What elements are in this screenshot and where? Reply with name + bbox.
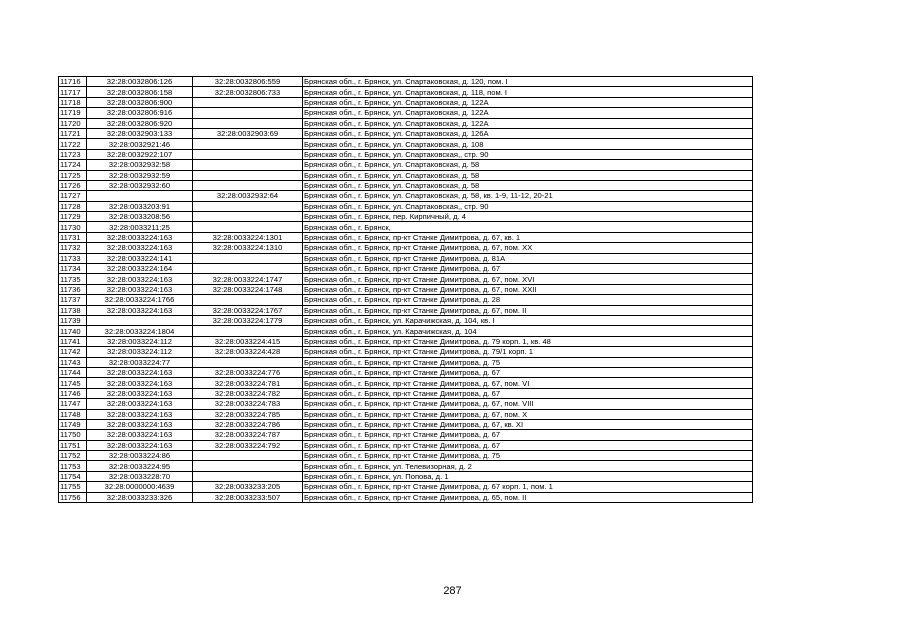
address-cell: Брянская обл., г. Брянск, ул. Телевизорная, д. 2 — [303, 461, 753, 471]
address-cell: Брянская обл., г. Брянск, пр-кт Станке Димитрова, д. 81А — [303, 253, 753, 263]
cadastral-number-cell: 32:28:0033224:163 — [87, 232, 193, 242]
cadastral-number-cell: 32:28:0033224:163 — [87, 243, 193, 253]
table-row — [59, 471, 753, 481]
cadastral-number-cell: 32:28:0032806:126 — [87, 77, 193, 87]
table-row — [59, 274, 753, 284]
row-number-cell: 11730 — [59, 222, 87, 232]
table-row — [59, 482, 753, 492]
address-cell: Брянская обл., г. Брянск, пр-кт Станке Димитрова, д. 75 — [303, 451, 753, 461]
cadastral-number-cell: 32:28:0033224:95 — [87, 461, 193, 471]
row-number-cell: 11740 — [59, 326, 87, 336]
address-cell: Брянская обл., г. Брянск, ул. Спартаковская,, стр. 90 — [303, 149, 753, 159]
cadastral-number-cell: 32:28:0033224:164 — [87, 264, 193, 274]
table-row — [59, 264, 753, 274]
table-row — [59, 315, 753, 325]
row-number-cell: 11718 — [59, 97, 87, 107]
object-cadastral-number-cell — [193, 212, 303, 222]
cadastral-number-cell: 32:28:0033224:141 — [87, 253, 193, 263]
object-cadastral-number-cell: 32:28:0033224:785 — [193, 409, 303, 419]
object-cadastral-number-cell — [193, 451, 303, 461]
row-number-cell: 11734 — [59, 264, 87, 274]
table-row — [59, 201, 753, 211]
object-cadastral-number-cell: 32:28:0033224:1301 — [193, 232, 303, 242]
row-number-cell: 11752 — [59, 451, 87, 461]
cadastral-number-cell: 32:28:0032921:46 — [87, 139, 193, 149]
cadastral-number-cell: 32:28:0032806:920 — [87, 118, 193, 128]
row-number-cell: 11753 — [59, 461, 87, 471]
address-cell: Брянская обл., г. Брянск, пр-кт Станке Димитрова, д. 67, кв. 1 — [303, 232, 753, 242]
cadastral-number-cell: 32:28:0033224:112 — [87, 336, 193, 346]
table-row — [59, 378, 753, 388]
object-cadastral-number-cell: 32:28:0032903:69 — [193, 128, 303, 138]
table-row — [59, 160, 753, 170]
row-number-cell: 11750 — [59, 430, 87, 440]
table-row — [59, 118, 753, 128]
cadastral-number-cell: 32:28:0033233:326 — [87, 492, 193, 502]
cadastral-number-cell: 32:28:0033224:163 — [87, 430, 193, 440]
address-cell: Брянская обл., г. Брянск, пр-кт Станке Димитрова, д. 67, пом. XXII — [303, 284, 753, 294]
table-row — [59, 326, 753, 336]
registry-table — [58, 76, 753, 503]
row-number-cell: 11721 — [59, 128, 87, 138]
row-number-cell: 11743 — [59, 357, 87, 367]
address-cell: Брянская обл., г. Брянск, пр-кт Станке Димитрова, д. 67, пом. II — [303, 305, 753, 315]
address-cell: Брянская обл., г. Брянск, пр-кт Станке Димитрова, д. 67, пом. XX — [303, 243, 753, 253]
object-cadastral-number-cell: 32:28:0033224:792 — [193, 440, 303, 450]
object-cadastral-number-cell — [193, 201, 303, 211]
address-cell: Брянская обл., г. Брянск, ул. Спартаковская, д. 108 — [303, 139, 753, 149]
table-row — [59, 461, 753, 471]
table-row — [59, 222, 753, 232]
row-number-cell: 11739 — [59, 315, 87, 325]
object-cadastral-number-cell: 32:28:0032806:733 — [193, 87, 303, 97]
row-number-cell: 11724 — [59, 160, 87, 170]
address-cell: Брянская обл., г. Брянск, пр-кт Станке Димитрова, д. 67 — [303, 430, 753, 440]
table-row — [59, 357, 753, 367]
address-cell: Брянская обл., г. Брянск, пр-кт Станке Димитрова, д. 79/1 корп. 1 — [303, 347, 753, 357]
object-cadastral-number-cell: 32:28:0033224:776 — [193, 367, 303, 377]
object-cadastral-number-cell — [193, 264, 303, 274]
row-number-cell: 11748 — [59, 409, 87, 419]
object-cadastral-number-cell — [193, 326, 303, 336]
cadastral-number-cell: 32:28:0033224:163 — [87, 284, 193, 294]
object-cadastral-number-cell: 32:28:0033224:1748 — [193, 284, 303, 294]
cadastral-number-cell: 32:28:0033224:163 — [87, 409, 193, 419]
object-cadastral-number-cell — [193, 170, 303, 180]
row-number-cell: 11755 — [59, 482, 87, 492]
cadastral-number-cell: 32:28:0033208:56 — [87, 212, 193, 222]
registry-table-body — [59, 77, 753, 503]
row-number-cell: 11728 — [59, 201, 87, 211]
table-row — [59, 243, 753, 253]
row-number-cell: 11744 — [59, 367, 87, 377]
object-cadastral-number-cell — [193, 357, 303, 367]
address-cell: Брянская обл., г. Брянск, ул. Спартаковская, д. 126А — [303, 128, 753, 138]
row-number-cell: 11736 — [59, 284, 87, 294]
cadastral-number-cell: 32:28:0032806:900 — [87, 97, 193, 107]
table-row — [59, 128, 753, 138]
cadastral-number-cell: 32:28:0033224:77 — [87, 357, 193, 367]
cadastral-number-cell: 32:28:0033203:91 — [87, 201, 193, 211]
cadastral-number-cell: 32:28:0033224:163 — [87, 367, 193, 377]
object-cadastral-number-cell: 32:28:0033224:787 — [193, 430, 303, 440]
object-cadastral-number-cell — [193, 180, 303, 190]
table-row — [59, 180, 753, 190]
row-number-cell: 11735 — [59, 274, 87, 284]
object-cadastral-number-cell — [193, 139, 303, 149]
object-cadastral-number-cell — [193, 108, 303, 118]
address-cell: Брянская обл., г. Брянск, ул. Спартаковская,, стр. 90 — [303, 201, 753, 211]
table-row — [59, 440, 753, 450]
cadastral-number-cell: 32:28:0033224:112 — [87, 347, 193, 357]
address-cell: Брянская обл., г. Брянск, ул. Спартаковская, д. 58 — [303, 170, 753, 180]
object-cadastral-number-cell: 32:28:0033224:1310 — [193, 243, 303, 253]
address-cell: Брянская обл., г. Брянск, ул. Спартаковская, д. 58, кв. 1-9, 11-12, 20-21 — [303, 191, 753, 201]
cadastral-number-cell: 32:28:0033224:1804 — [87, 326, 193, 336]
address-cell: Брянская обл., г. Брянск, пр-кт Станке Димитрова, д. 67, кв. XI — [303, 419, 753, 429]
address-cell: Брянская обл., г. Брянск, ул. Спартаковская, д. 122А — [303, 118, 753, 128]
table-row — [59, 97, 753, 107]
table-row — [59, 367, 753, 377]
cadastral-number-cell: 32:28:0032903:133 — [87, 128, 193, 138]
table-row — [59, 430, 753, 440]
object-cadastral-number-cell — [193, 222, 303, 232]
row-number-cell: 11726 — [59, 180, 87, 190]
row-number-cell: 11733 — [59, 253, 87, 263]
cadastral-number-cell: 32:28:0032806:158 — [87, 87, 193, 97]
address-cell: Брянская обл., г. Брянск, ул. Спартаковская, д. 58 — [303, 160, 753, 170]
object-cadastral-number-cell — [193, 97, 303, 107]
table-row — [59, 399, 753, 409]
table-row — [59, 149, 753, 159]
row-number-cell: 11720 — [59, 118, 87, 128]
table-row — [59, 77, 753, 87]
table-row — [59, 253, 753, 263]
row-number-cell: 11725 — [59, 170, 87, 180]
object-cadastral-number-cell: 32:28:0033224:786 — [193, 419, 303, 429]
address-cell: Брянская обл., г. Брянск, пр-кт Станке Димитрова, д. 67 — [303, 440, 753, 450]
cadastral-number-cell: 32:28:0033228:70 — [87, 471, 193, 481]
row-number-cell: 11741 — [59, 336, 87, 346]
row-number-cell: 11731 — [59, 232, 87, 242]
cadastral-number-cell: 32:28:0033224:163 — [87, 419, 193, 429]
cadastral-number-cell: 32:28:0033224:163 — [87, 274, 193, 284]
table-row — [59, 451, 753, 461]
address-cell: Брянская обл., г. Брянск, ул. Попова, д. 1 — [303, 471, 753, 481]
object-cadastral-number-cell — [193, 471, 303, 481]
table-row — [59, 305, 753, 315]
address-cell: Брянская обл., г. Брянск, пр-кт Станке Димитрова, д. 67 — [303, 264, 753, 274]
row-number-cell: 11729 — [59, 212, 87, 222]
object-cadastral-number-cell: 32:28:0033224:415 — [193, 336, 303, 346]
table-row — [59, 87, 753, 97]
object-cadastral-number-cell: 32:28:0032932:64 — [193, 191, 303, 201]
table-row — [59, 108, 753, 118]
object-cadastral-number-cell — [193, 461, 303, 471]
cadastral-number-cell: 32:28:0033224:86 — [87, 451, 193, 461]
table-row — [59, 170, 753, 180]
row-number-cell: 11723 — [59, 149, 87, 159]
object-cadastral-number-cell: 32:28:0033233:205 — [193, 482, 303, 492]
table-row — [59, 492, 753, 502]
cadastral-number-cell: 32:28:0000000:4639 — [87, 482, 193, 492]
row-number-cell: 11737 — [59, 295, 87, 305]
row-number-cell: 11717 — [59, 87, 87, 97]
cadastral-number-cell: 32:28:0033224:1766 — [87, 295, 193, 305]
address-cell: Брянская обл., г. Брянск, пр-кт Станке Димитрова, д. 67 корп. 1, пом. 1 — [303, 482, 753, 492]
address-cell: Брянская обл., г. Брянск, пр-кт Станке Димитрова, д. 79 корп. 1, кв. 48 — [303, 336, 753, 346]
address-cell: Брянская обл., г. Брянск, пр-кт Станке Димитрова, д. 65, пом. II — [303, 492, 753, 502]
address-cell: Брянская обл., г. Брянск, ул. Спартаковская, д. 120, пом. I — [303, 77, 753, 87]
object-cadastral-number-cell: 32:28:0032806:559 — [193, 77, 303, 87]
object-cadastral-number-cell: 32:28:0033224:783 — [193, 399, 303, 409]
row-number-cell: 11738 — [59, 305, 87, 315]
row-number-cell: 11745 — [59, 378, 87, 388]
table-row — [59, 295, 753, 305]
address-cell: Брянская обл., г. Брянск, ул. Спартаковская, д. 118, пом. I — [303, 87, 753, 97]
cadastral-number-cell: 32:28:0032922:107 — [87, 149, 193, 159]
cadastral-number-cell: 32:28:0033224:163 — [87, 378, 193, 388]
row-number-cell: 11749 — [59, 419, 87, 429]
row-number-cell: 11747 — [59, 399, 87, 409]
row-number-cell: 11746 — [59, 388, 87, 398]
address-cell: Брянская обл., г. Брянск, пр-кт Станке Димитрова, д. 67, пом. X — [303, 409, 753, 419]
object-cadastral-number-cell — [193, 149, 303, 159]
cadastral-number-cell: 32:28:0033224:163 — [87, 440, 193, 450]
row-number-cell: 11754 — [59, 471, 87, 481]
address-cell: Брянская обл., г. Брянск, пр-кт Станке Димитрова, д. 75 — [303, 357, 753, 367]
address-cell: Брянская обл., г. Брянск, пр-кт Станке Димитрова, д. 67, пом. VIII — [303, 399, 753, 409]
address-cell: Брянская обл., г. Брянск, ул. Спартаковская, д. 58 — [303, 180, 753, 190]
table-row — [59, 388, 753, 398]
row-number-cell: 11742 — [59, 347, 87, 357]
address-cell: Брянская обл., г. Брянск, пр-кт Станке Димитрова, д. 67 — [303, 388, 753, 398]
cadastral-number-cell: 32:28:0032932:59 — [87, 170, 193, 180]
object-cadastral-number-cell: 32:28:0033224:781 — [193, 378, 303, 388]
cadastral-number-cell — [87, 315, 193, 325]
row-number-cell: 11719 — [59, 108, 87, 118]
object-cadastral-number-cell: 32:28:0033224:1779 — [193, 315, 303, 325]
object-cadastral-number-cell: 32:28:0033233:507 — [193, 492, 303, 502]
object-cadastral-number-cell: 32:28:0033224:428 — [193, 347, 303, 357]
address-cell: Брянская обл., г. Брянск, пр-кт Станке Димитрова, д. 67, пом. XVI — [303, 274, 753, 284]
table-row — [59, 347, 753, 357]
object-cadastral-number-cell: 32:28:0033224:1767 — [193, 305, 303, 315]
object-cadastral-number-cell — [193, 118, 303, 128]
address-cell: Брянская обл., г. Брянск, пр-кт Станке Димитрова, д. 28 — [303, 295, 753, 305]
cadastral-number-cell: 32:28:0033211:25 — [87, 222, 193, 232]
row-number-cell: 11727 — [59, 191, 87, 201]
address-cell: Брянская обл., г. Брянск, пр-кт Станке Димитрова, д. 67 — [303, 367, 753, 377]
object-cadastral-number-cell: 32:28:0033224:1747 — [193, 274, 303, 284]
page-number: 287 — [443, 585, 462, 597]
cadastral-number-cell: 32:28:0033224:163 — [87, 388, 193, 398]
cadastral-number-cell: 32:28:0032932:60 — [87, 180, 193, 190]
address-cell: Брянская обл., г. Брянск, пр-кт Станке Димитрова, д. 67, пом. VI — [303, 378, 753, 388]
address-cell: Брянская обл., г. Брянск, — [303, 222, 753, 232]
row-number-cell: 11756 — [59, 492, 87, 502]
address-cell: Брянская обл., г. Брянск, ул. Карачижская, д. 104, кв. I — [303, 315, 753, 325]
table-row — [59, 139, 753, 149]
address-cell: Брянская обл., г. Брянск, пер. Кирпичный, д. 4 — [303, 212, 753, 222]
table-row — [59, 232, 753, 242]
object-cadastral-number-cell — [193, 160, 303, 170]
object-cadastral-number-cell — [193, 253, 303, 263]
cadastral-number-cell: 32:28:0033224:163 — [87, 399, 193, 409]
table-row — [59, 284, 753, 294]
address-cell: Брянская обл., г. Брянск, ул. Спартаковская, д. 122А — [303, 97, 753, 107]
address-cell: Брянская обл., г. Брянск, ул. Карачижская, д. 104 — [303, 326, 753, 336]
cadastral-number-cell: 32:28:0033224:163 — [87, 305, 193, 315]
row-number-cell: 11751 — [59, 440, 87, 450]
object-cadastral-number-cell — [193, 295, 303, 305]
table-row — [59, 409, 753, 419]
row-number-cell: 11716 — [59, 77, 87, 87]
table-row — [59, 336, 753, 346]
table-row — [59, 191, 753, 201]
cadastral-number-cell: 32:28:0032806:916 — [87, 108, 193, 118]
row-number-cell: 11722 — [59, 139, 87, 149]
table-row — [59, 419, 753, 429]
cadastral-number-cell — [87, 191, 193, 201]
object-cadastral-number-cell: 32:28:0033224:782 — [193, 388, 303, 398]
address-cell: Брянская обл., г. Брянск, ул. Спартаковская, д. 122А — [303, 108, 753, 118]
row-number-cell: 11732 — [59, 243, 87, 253]
cadastral-number-cell: 32:28:0032932:58 — [87, 160, 193, 170]
table-row — [59, 212, 753, 222]
